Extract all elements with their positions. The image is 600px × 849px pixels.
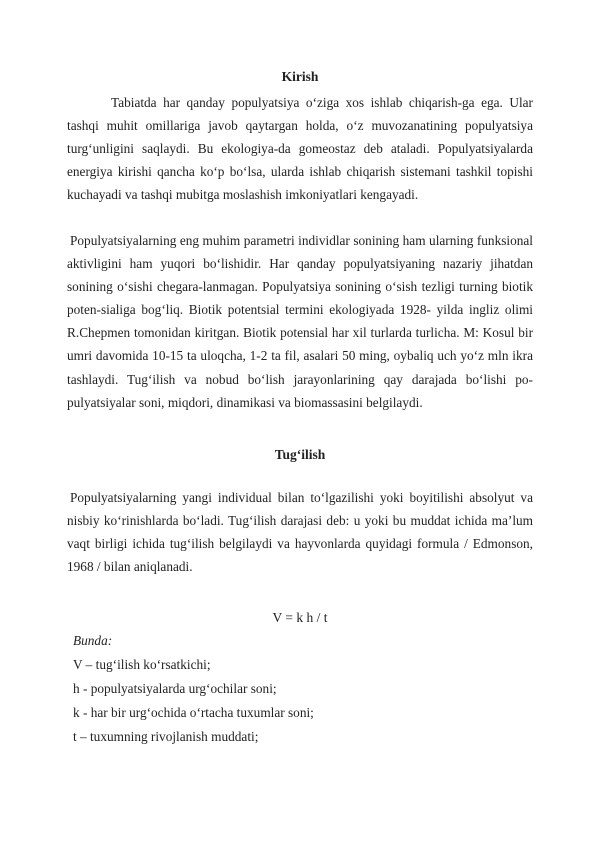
birth-formula: V = k h / t [272,610,328,625]
definition-t: t – tuxumning rivojlanish muddati; [73,729,259,744]
definition-v: V – tug‘ilish ko‘rsatkichi; [73,657,211,672]
section-title-birth: Tug‘ilish [274,447,326,462]
where-label: Bunda: [73,633,113,648]
birth-paragraph: Populyatsiyalarning yangi individual bilan to‘lgazilishi yoki boyitilishi absolyut va nisbiy ko‘rinishlarda bo‘ladi. Tug‘ilish darajasi deb: u yoki bu muddat ichida ma’lum vaqt birligi ichida tug‘ilish belgilaydi va hayvonlarda quyidagi formula / Edmonson, 1968 / bilan aniqlanadi. [67,490,533,575]
intro-paragraph-2: Populyatsiyalarning eng muhim parametri individlar sonining ham ularning funksional aktivligini ham yuqori bo‘lishidir. Har qanday populyatsiyaning nazariy jihatdan sonining o‘sishi chegara-lanmagan. Populyatsiya sonining o‘sish tezligi turning biotik poten-sialiga bog‘liq. Biotik potentsial termini ekologiyada 1928- yilda ingliz olimi R.Chepmen tomonidan kiritgan. Biotik potensial har xil turlarda turlicha. M: Kosul bir umri davomida 10-15 ta uloqcha, 1-2 ta fil, asalari 50 ming, oybaliq uch yo‘z mln ikra tashlaydi. Tug‘ilish va nobud bo‘lish jarayonlarining qay darajada bo‘lishi po-pulyatsiyalar soni, miqdori, dinamikasi va biomassasini belgilaydi. [67,233,533,410]
intro-paragraph-1: Tabiatda har qanday populyatsiya o‘ziga xos ishlab chiqarish-ga ega. Ular tashqi muhit omillariga javob qaytargan holda, o‘z muvozanatining populyatsiya turg‘unligini saqlaydi. Bu ekologiya-da gomeostaz deb ataladi. Populyatsiyalarda energiya kirishi qancha ko‘p bo‘lsa, ularda ishlab chiqarish sistemani tashkil topishi kuchayadi va tashqi mubitga moslashish imkoniyatlari kengayadi. [67,95,533,203]
definition-h: h - populyatsiyalarda urg‘ochilar soni; [73,681,277,696]
section-title-intro: Kirish [281,69,319,84]
definition-k: k - har bir urg‘ochida o‘rtacha tuxumlar soni; [73,705,314,720]
